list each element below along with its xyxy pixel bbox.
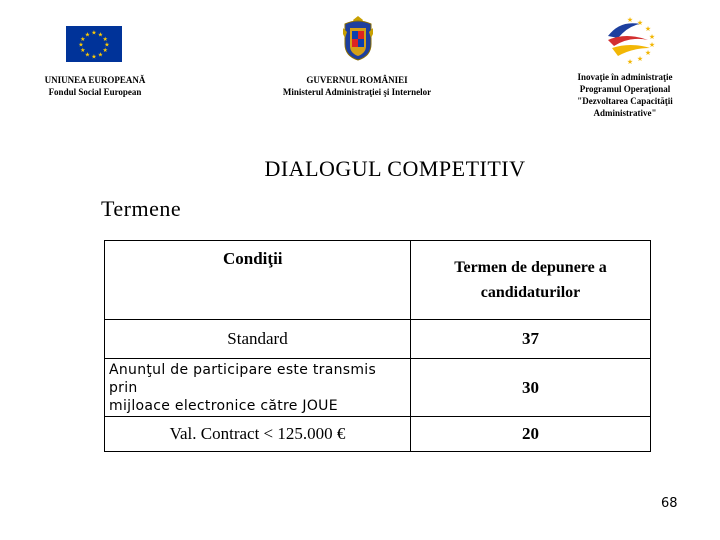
svg-text:★: ★ [102, 47, 108, 54]
svg-text:★: ★ [91, 29, 97, 37]
table-row [105, 359, 651, 417]
svg-text:★: ★ [104, 41, 110, 49]
svg-text:★: ★ [84, 31, 91, 39]
romania-coat-of-arms-logo [341, 14, 375, 62]
section-heading: Termene [101, 196, 182, 221]
days-cell: 20 [411, 417, 651, 452]
svg-text:★: ★ [648, 41, 656, 49]
days-cell: 37 [411, 320, 651, 359]
svg-text:★: ★ [626, 58, 634, 66]
government-caption-line2: Ministerul Administraţiei şi Internelor [282, 87, 432, 97]
header-deadline-line2: candidaturilor [480, 284, 581, 301]
svg-text:★: ★ [84, 51, 91, 59]
operational-programme-logo [600, 14, 658, 66]
condition-cell: Standard [105, 320, 411, 359]
svg-text:★: ★ [626, 16, 634, 24]
header-deadline-line1: Termen de depunere a [454, 259, 607, 276]
header-conditions: Condiţii [105, 241, 411, 320]
eu-flag-logo [66, 26, 122, 62]
eu-caption-line2: Fondul Social European [48, 87, 142, 97]
svg-text:★: ★ [644, 25, 652, 33]
svg-text:★: ★ [644, 49, 652, 57]
terms-table [104, 240, 651, 452]
svg-text:★: ★ [97, 31, 104, 39]
svg-text:★: ★ [636, 55, 644, 63]
page-title: DIALOGUL COMPETITIV [264, 156, 526, 181]
government-caption [262, 74, 452, 98]
days-cell: 30 [411, 359, 651, 417]
svg-text:★: ★ [636, 19, 644, 27]
page-number: 68 [661, 496, 678, 511]
table-row [105, 417, 651, 452]
condition-line2: mijloace electronice către JOUE [109, 397, 338, 414]
svg-text:★: ★ [102, 36, 108, 43]
eu-caption-line1: UNIUNEA EUROPEANĂ [44, 75, 146, 85]
condition-cell [105, 359, 411, 417]
svg-text:★: ★ [80, 36, 86, 43]
government-caption-line1: GUVERNUL ROMÂNIEI [306, 75, 408, 85]
program-caption-line4: Administrative" [593, 108, 657, 118]
svg-text:★: ★ [91, 53, 97, 61]
eu-caption [30, 74, 160, 98]
svg-text:★: ★ [80, 47, 86, 54]
svg-text:★: ★ [78, 41, 84, 49]
header-deadline [411, 241, 651, 320]
table-row [105, 320, 651, 359]
program-caption-line3: "Dezvoltarea Capacităţii [577, 96, 673, 106]
svg-text:★: ★ [648, 33, 656, 41]
condition-cell: Val. Contract < 125.000 € [105, 417, 411, 452]
program-caption-line2: Programul Operaţional [579, 84, 671, 94]
program-caption-line1: Inovaţie în administraţie [577, 72, 673, 82]
table-header-row [105, 241, 651, 320]
program-caption [560, 71, 690, 119]
condition-line1: Anunţul de participare este transmis prin [109, 361, 377, 396]
svg-text:★: ★ [97, 51, 104, 59]
